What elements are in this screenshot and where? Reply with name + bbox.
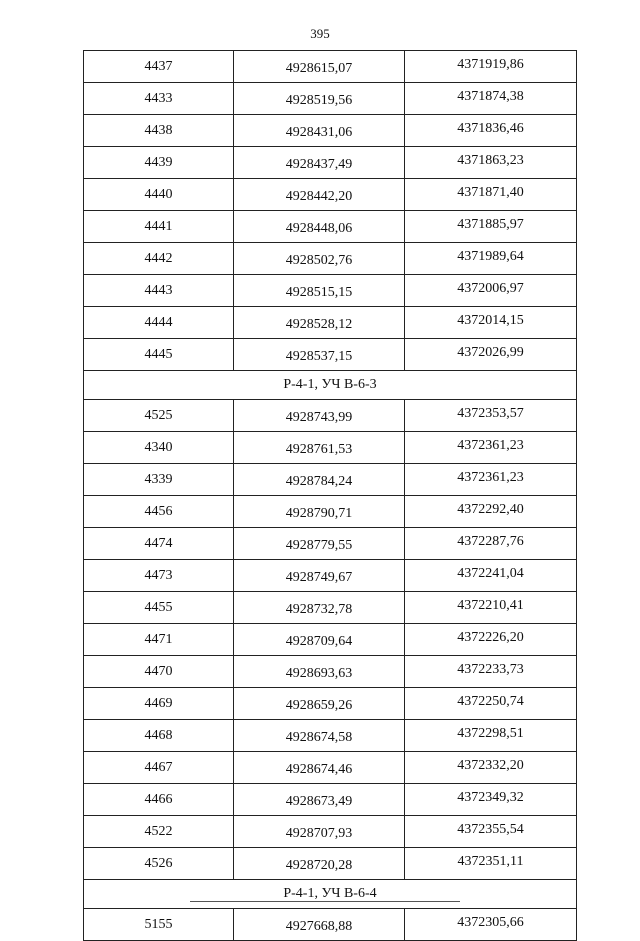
y-coordinate-cell: 4372210,41 <box>405 592 577 624</box>
x-coordinate-cell: 4927668,88 <box>234 909 405 941</box>
y-coordinate-cell: 4371989,64 <box>405 243 577 275</box>
point-id-cell: 4470 <box>84 656 234 688</box>
x-coordinate-cell: 4928749,67 <box>234 560 405 592</box>
x-coordinate-cell: 4928674,58 <box>234 720 405 752</box>
y-coordinate-cell: 4371919,86 <box>405 51 577 83</box>
y-coordinate-cell: 4372226,20 <box>405 624 577 656</box>
x-coordinate-cell: 4928709,64 <box>234 624 405 656</box>
x-coordinate-cell: 4928659,26 <box>234 688 405 720</box>
x-coordinate-cell: 4928693,63 <box>234 656 405 688</box>
point-id-cell: 4471 <box>84 624 234 656</box>
table-row <box>84 560 577 592</box>
x-coordinate-cell: 4928674,46 <box>234 752 405 784</box>
point-id-cell: 4525 <box>84 400 234 432</box>
table-row <box>84 688 577 720</box>
y-coordinate-cell: 4371874,38 <box>405 83 577 115</box>
y-coordinate-cell: 4372014,15 <box>405 307 577 339</box>
point-id-cell: 4443 <box>84 275 234 307</box>
table-row <box>84 115 577 147</box>
point-id-cell: 4442 <box>84 243 234 275</box>
table-row <box>84 339 577 371</box>
page-number: 395 <box>310 26 330 41</box>
table-row <box>84 179 577 211</box>
y-coordinate-cell: 4372355,54 <box>405 816 577 848</box>
point-id-cell: 4441 <box>84 211 234 243</box>
table-row <box>84 400 577 432</box>
x-coordinate-cell: 4928615,07 <box>234 51 405 83</box>
point-id-cell: 4466 <box>84 784 234 816</box>
x-coordinate-cell: 4928448,06 <box>234 211 405 243</box>
y-coordinate-cell: 4372250,74 <box>405 688 577 720</box>
table-row <box>84 432 577 464</box>
point-id-cell: 4444 <box>84 307 234 339</box>
y-coordinate-cell: 4372292,40 <box>405 496 577 528</box>
y-coordinate-cell: 4371863,23 <box>405 147 577 179</box>
y-coordinate-cell: 4371885,97 <box>405 211 577 243</box>
y-coordinate-cell: 4372026,99 <box>405 339 577 371</box>
y-coordinate-cell: 4372305,66 <box>405 909 577 941</box>
y-coordinate-cell: 4371836,46 <box>405 115 577 147</box>
section-header: Р-4-1, УЧ В-6-4 <box>84 880 577 909</box>
y-coordinate-cell: 4372006,97 <box>405 275 577 307</box>
point-id-cell: 4433 <box>84 83 234 115</box>
point-id-cell: 4339 <box>84 464 234 496</box>
table-row <box>84 592 577 624</box>
coordinates-table-body <box>84 51 577 941</box>
x-coordinate-cell: 4928528,12 <box>234 307 405 339</box>
y-coordinate-cell: 4372353,57 <box>405 400 577 432</box>
coordinates-table <box>83 50 577 941</box>
table-row <box>84 909 577 941</box>
table-row <box>84 624 577 656</box>
table-row <box>84 147 577 179</box>
x-coordinate-cell: 4928779,55 <box>234 528 405 560</box>
table-row <box>84 528 577 560</box>
x-coordinate-cell: 4928720,28 <box>234 848 405 880</box>
point-id-cell: 4522 <box>84 816 234 848</box>
x-coordinate-cell: 4928673,49 <box>234 784 405 816</box>
y-coordinate-cell: 4372361,23 <box>405 464 577 496</box>
table-row <box>84 307 577 339</box>
point-id-cell: 4437 <box>84 51 234 83</box>
table-row <box>84 211 577 243</box>
x-coordinate-cell: 4928537,15 <box>234 339 405 371</box>
point-id-cell: 4440 <box>84 179 234 211</box>
y-coordinate-cell: 4372349,32 <box>405 784 577 816</box>
x-coordinate-cell: 4928732,78 <box>234 592 405 624</box>
point-id-cell: 4467 <box>84 752 234 784</box>
y-coordinate-cell: 4372287,76 <box>405 528 577 560</box>
point-id-cell: 4340 <box>84 432 234 464</box>
point-id-cell: 4526 <box>84 848 234 880</box>
table-row <box>84 51 577 83</box>
y-coordinate-cell: 4371871,40 <box>405 179 577 211</box>
x-coordinate-cell: 4928790,71 <box>234 496 405 528</box>
table-row <box>84 752 577 784</box>
y-coordinate-cell: 4372351,11 <box>405 848 577 880</box>
table-row <box>84 816 577 848</box>
y-coordinate-cell: 4372298,51 <box>405 720 577 752</box>
x-coordinate-cell: 4928442,20 <box>234 179 405 211</box>
x-coordinate-cell: 4928502,76 <box>234 243 405 275</box>
x-coordinate-cell: 4928707,93 <box>234 816 405 848</box>
x-coordinate-cell: 4928761,53 <box>234 432 405 464</box>
point-id-cell: 4438 <box>84 115 234 147</box>
table-row <box>84 275 577 307</box>
table-row <box>84 656 577 688</box>
point-id-cell: 4473 <box>84 560 234 592</box>
table-row <box>84 464 577 496</box>
x-coordinate-cell: 4928437,49 <box>234 147 405 179</box>
section-header-row <box>84 371 577 400</box>
table-row <box>84 243 577 275</box>
point-id-cell: 5155 <box>84 909 234 941</box>
point-id-cell: 4468 <box>84 720 234 752</box>
y-coordinate-cell: 4372233,73 <box>405 656 577 688</box>
x-coordinate-cell: 4928519,56 <box>234 83 405 115</box>
point-id-cell: 4456 <box>84 496 234 528</box>
point-id-cell: 4445 <box>84 339 234 371</box>
table-row <box>84 720 577 752</box>
x-coordinate-cell: 4928515,15 <box>234 275 405 307</box>
table-row <box>84 784 577 816</box>
section-header: Р-4-1, УЧ В-6-3 <box>84 371 577 400</box>
y-coordinate-cell: 4372361,23 <box>405 432 577 464</box>
point-id-cell: 4439 <box>84 147 234 179</box>
point-id-cell: 4455 <box>84 592 234 624</box>
section-header-row <box>84 880 577 909</box>
table-row <box>84 83 577 115</box>
y-coordinate-cell: 4372241,04 <box>405 560 577 592</box>
table-row <box>84 496 577 528</box>
y-coordinate-cell: 4372332,20 <box>405 752 577 784</box>
point-id-cell: 4469 <box>84 688 234 720</box>
x-coordinate-cell: 4928743,99 <box>234 400 405 432</box>
bottom-scan-line <box>190 901 460 902</box>
x-coordinate-cell: 4928784,24 <box>234 464 405 496</box>
point-id-cell: 4474 <box>84 528 234 560</box>
x-coordinate-cell: 4928431,06 <box>234 115 405 147</box>
table-row <box>84 848 577 880</box>
